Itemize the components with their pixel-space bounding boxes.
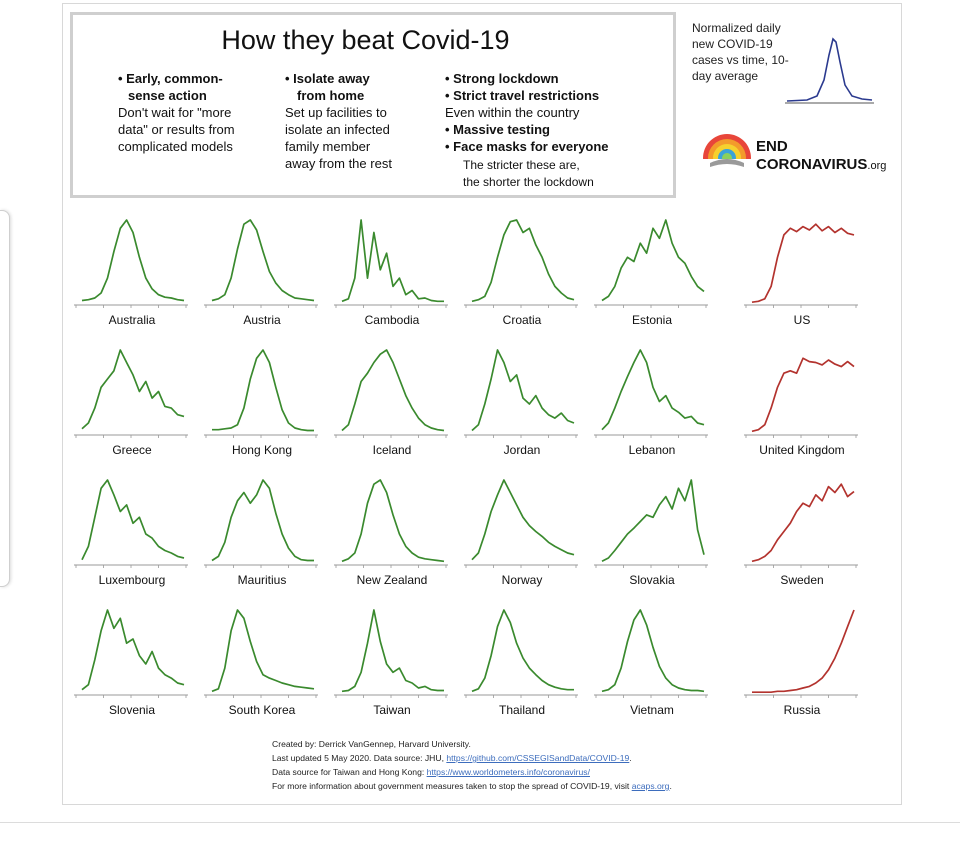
side-scroll-tab[interactable] (0, 210, 10, 587)
cases-line (82, 480, 184, 560)
country-label: South Korea (228, 703, 296, 717)
cases-line (212, 220, 314, 301)
country-label: Vietnam (630, 703, 674, 717)
tip-heading-part: sense action (128, 88, 207, 103)
country-chart (742, 340, 862, 440)
country-chart (202, 600, 322, 700)
country-chart (462, 340, 582, 440)
tip-text: Even within the country (445, 105, 580, 120)
cases-line (602, 610, 704, 691)
country-panel (332, 600, 452, 730)
worldometers-link[interactable]: https://www.worldometers.info/coronavirus/ (426, 767, 590, 777)
country-panel (72, 340, 192, 470)
cases-line (342, 350, 444, 431)
legend-curve-line (787, 39, 872, 101)
country-panel (592, 600, 712, 730)
country-label: Thailand (498, 703, 546, 717)
country-chart (72, 600, 192, 700)
tip-lockdown: • Strong lockdown • Strict travel restrictions Even within the country • Massive testing • Face masks for everyone The stricter these are, the shorter the lockdown (445, 70, 665, 191)
country-panel (462, 340, 582, 470)
country-panel (592, 210, 712, 340)
country-chart (202, 340, 322, 440)
country-chart (592, 340, 712, 440)
country-panel (202, 340, 322, 470)
legend-example-curve (782, 30, 877, 110)
tip-text: complicated models (118, 139, 233, 154)
country-chart (332, 340, 452, 440)
country-panel (592, 470, 712, 600)
country-label: Sweden (780, 573, 824, 587)
country-label: Croatia (502, 313, 542, 327)
cases-line (212, 610, 314, 691)
country-label: United Kingdom (759, 443, 845, 457)
tip-note: The stricter these are, (463, 158, 580, 172)
tip-heading: Strict travel restrictions (453, 88, 600, 103)
credits-author: Created by: Derrick VanGennep, Harvard University. (272, 739, 471, 749)
country-label: Hong Kong (231, 443, 293, 457)
country-panel (462, 470, 582, 600)
tip-heading: Massive testing (453, 122, 550, 137)
country-chart (202, 470, 322, 570)
cases-line (342, 610, 444, 691)
country-panel (72, 470, 192, 600)
country-chart (742, 210, 862, 310)
tip-text: away from the rest (285, 156, 392, 171)
credits (272, 737, 672, 793)
country-chart (462, 470, 582, 570)
country-label: Norway (501, 573, 543, 587)
country-panel (72, 600, 192, 730)
tip-text: family member (285, 139, 371, 154)
country-chart (592, 600, 712, 700)
country-label: Australia (108, 313, 156, 327)
country-label: Lebanon (628, 443, 676, 457)
tip-text: Set up facilities to (285, 105, 387, 120)
cases-line (212, 350, 314, 431)
country-panel (72, 210, 192, 340)
country-chart (72, 470, 192, 570)
country-label: Greece (112, 443, 152, 457)
country-chart (742, 470, 862, 570)
country-chart (202, 210, 322, 310)
country-chart (592, 210, 712, 310)
country-label: US (793, 313, 811, 327)
country-label: Slovenia (108, 703, 156, 717)
tip-note: the shorter the lockdown (463, 175, 594, 189)
country-label: Luxembourg (98, 573, 166, 587)
jhu-data-link[interactable]: https://github.com/CSSEGISandData/COVID-19 (446, 753, 630, 763)
divider (0, 822, 960, 823)
tip-heading: Strong lockdown (453, 71, 559, 86)
tip-text: data" or results from (118, 122, 235, 137)
legend-description: Normalized daily new COVID-19 cases vs time, 10- day average (692, 21, 789, 83)
cases-line (342, 220, 444, 301)
credits-taiwan-hk: Data source for Taiwan and Hong Kong: https://www.worldometers.info/coronavirus/ (272, 767, 590, 777)
country-panel (742, 210, 862, 340)
tip-text: isolate an infected (285, 122, 390, 137)
country-label: Estonia (631, 313, 673, 327)
cases-line (752, 358, 854, 431)
country-panel (742, 600, 862, 730)
cases-line (472, 610, 574, 691)
country-chart (462, 210, 582, 310)
cases-line (472, 480, 574, 560)
country-chart (332, 210, 452, 310)
cases-line (752, 484, 854, 561)
country-label: Jordan (503, 443, 541, 457)
page-title: How they beat Covid-19 (221, 25, 510, 55)
country-chart (332, 600, 452, 700)
acaps-link[interactable]: acaps.org (631, 781, 670, 791)
credits-more-info: For more information about government measures taken to stop the spread of COVID-19, visit acaps.org. (272, 781, 672, 791)
country-chart (72, 340, 192, 440)
country-label: Russia (783, 703, 821, 717)
country-panel (202, 600, 322, 730)
header-box (70, 12, 676, 198)
end-coronavirus-logo-icon (702, 133, 752, 183)
country-panel (332, 210, 452, 340)
country-label: Taiwan (373, 703, 411, 717)
cases-line (602, 220, 704, 301)
logo-wordmark: END CORONAVIRUS.org (756, 138, 887, 173)
cases-line (82, 350, 184, 429)
cases-line (602, 480, 704, 561)
tip-heading-part: • Isolate away (285, 71, 370, 86)
cases-line (212, 480, 314, 561)
country-panel (742, 340, 862, 470)
country-panel (202, 470, 322, 600)
country-chart (72, 210, 192, 310)
tip-text: Don't wait for "more (118, 105, 232, 120)
country-panel (332, 470, 452, 600)
country-label: New Zealand (356, 573, 428, 587)
cases-line (82, 220, 184, 301)
tip-heading-part: • Early, common- (118, 71, 223, 86)
country-label: Iceland (372, 443, 412, 457)
cases-line (82, 610, 184, 690)
cases-line (602, 350, 704, 430)
country-panel (332, 340, 452, 470)
tip-heading-part: from home (297, 88, 365, 103)
cases-line (752, 610, 854, 692)
country-chart (462, 600, 582, 700)
country-panel (202, 210, 322, 340)
cases-line (342, 480, 444, 561)
country-label: Cambodia (364, 313, 420, 327)
country-label: Mauritius (237, 573, 287, 587)
country-label: Slovakia (629, 573, 675, 587)
tip-early-action (118, 70, 268, 155)
country-panel (592, 340, 712, 470)
country-chart (742, 600, 862, 700)
country-panel (462, 210, 582, 340)
cases-line (752, 224, 854, 302)
cases-line (472, 350, 574, 431)
country-chart (332, 470, 452, 570)
tip-isolate (285, 70, 435, 172)
cases-line (472, 220, 574, 301)
country-panel (742, 470, 862, 600)
country-label: Austria (243, 313, 281, 327)
country-chart (592, 470, 712, 570)
credits-updated: Last updated 5 May 2020. Data source: JHU, https://github.com/CSSEGISandData/COVID-19. (272, 753, 632, 763)
tip-heading: Face masks for everyone (453, 139, 609, 154)
country-panel (462, 600, 582, 730)
